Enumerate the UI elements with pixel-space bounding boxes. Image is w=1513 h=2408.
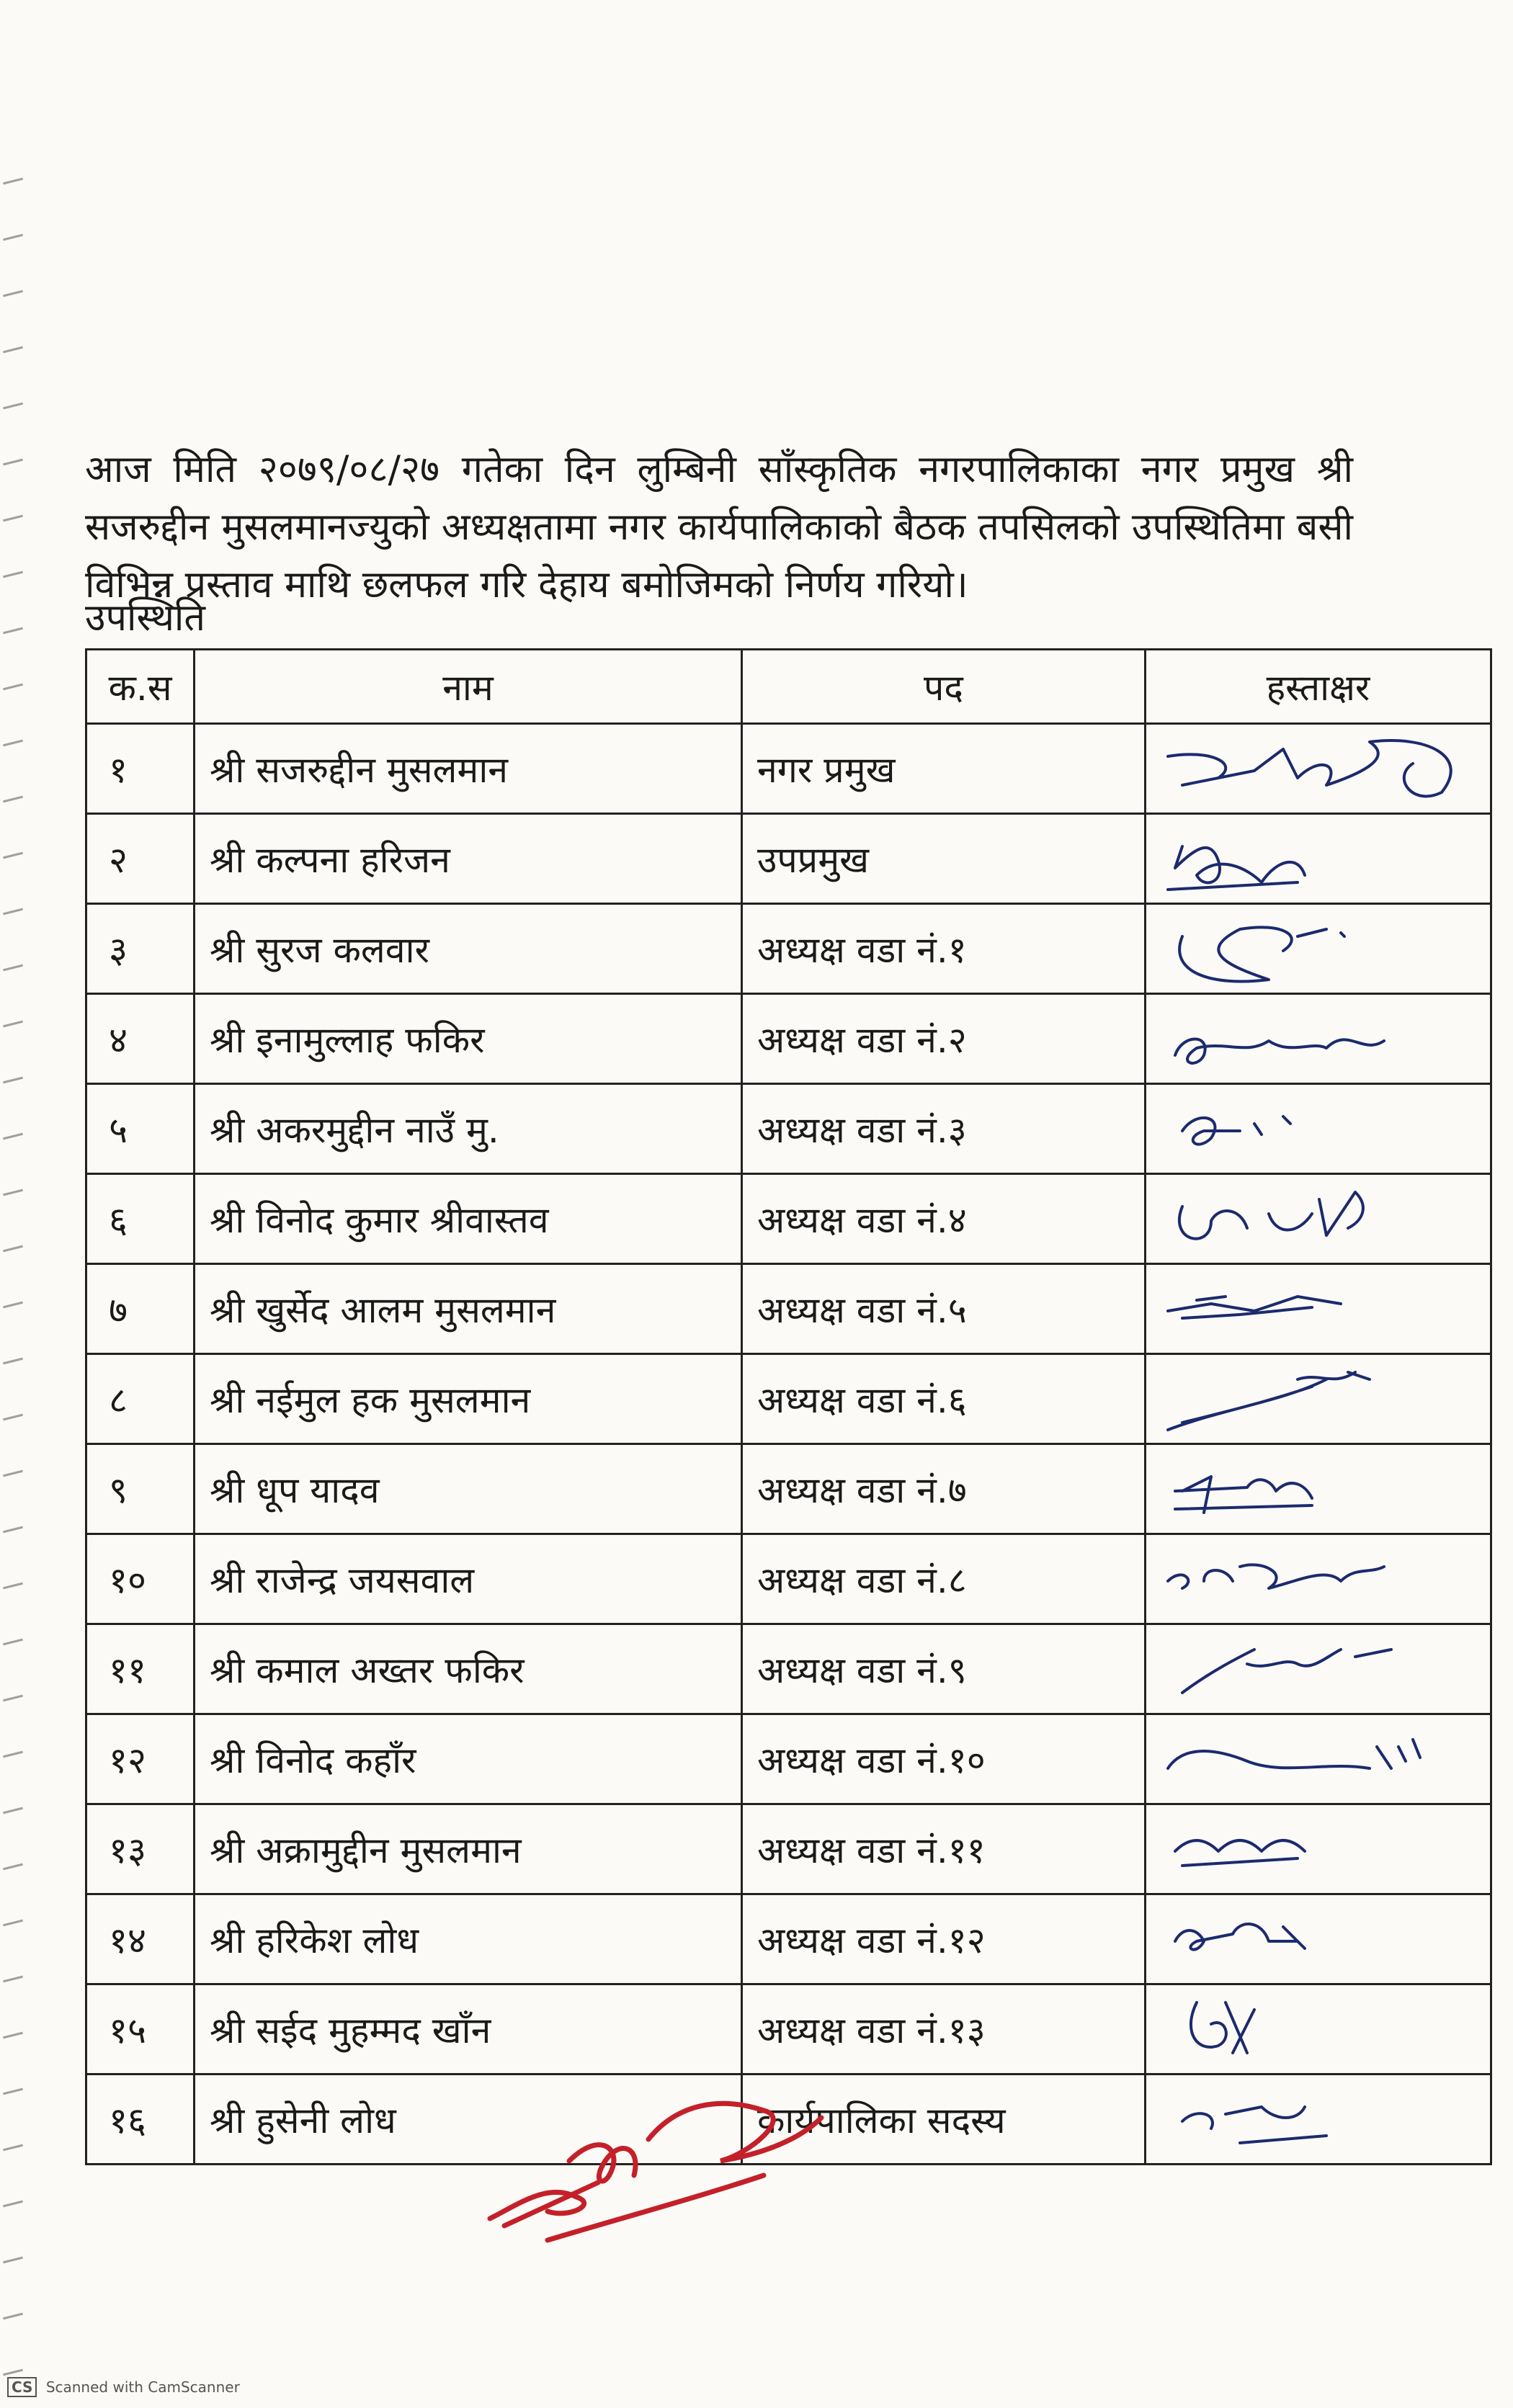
- row-post: अध्यक्ष वडा नं.७: [742, 1444, 1146, 1534]
- handwritten-signature: [1153, 1178, 1485, 1260]
- edge-tick: [3, 515, 23, 522]
- edge-tick: [3, 1470, 23, 1477]
- edge-tick: [3, 1077, 23, 1084]
- row-name: श्री राजेन्द्र जयसवाल: [195, 1534, 742, 1624]
- row-name: श्री खुर्सेद आलम मुसलमान: [195, 1264, 742, 1354]
- edge-tick: [3, 1302, 23, 1309]
- edge-tick: [3, 234, 23, 241]
- row-post: कार्यपालिका सदस्य: [742, 2074, 1146, 2165]
- table-row: [86, 1984, 1491, 2074]
- row-name: श्री सुरज कलवार: [195, 904, 742, 994]
- edge-tick: [3, 1358, 23, 1365]
- camscanner-logo: CS: [7, 2377, 37, 2397]
- edge-tick: [3, 1976, 23, 1983]
- row-name: श्री धूप यादव: [195, 1444, 742, 1534]
- edge-tick: [3, 627, 23, 635]
- row-name: श्री सजरुद्दीन मुसलमान: [195, 724, 742, 814]
- edge-tick: [3, 1639, 23, 1646]
- row-signature: [1146, 1714, 1491, 1804]
- row-name: श्री अक्रामुद्दीन मुसलमान: [195, 1804, 742, 1894]
- signature-stroke: [1168, 1372, 1370, 1430]
- handwritten-signature: [1153, 728, 1485, 810]
- signature-stroke: [1182, 2107, 1326, 2143]
- row-serial: १३: [86, 1804, 195, 1894]
- edge-tick: [3, 684, 23, 691]
- row-serial: १: [86, 724, 195, 814]
- handwritten-signature: [1153, 1628, 1485, 1710]
- row-post: अध्यक्ष वडा नं.११: [742, 1804, 1146, 1894]
- signature-stroke: [1175, 1840, 1305, 1866]
- edge-tick: [3, 852, 23, 859]
- row-signature: [1146, 1084, 1491, 1174]
- table-row: [86, 1354, 1491, 1444]
- row-post: अध्यक्ष वडा नं.३: [742, 1084, 1146, 1174]
- table-row: [86, 814, 1491, 904]
- header-serial: क.स: [86, 650, 195, 724]
- header-post: पद: [742, 650, 1146, 724]
- row-signature: [1146, 904, 1491, 994]
- scanner-footer-text: Scanned with CamScanner: [45, 2378, 240, 2396]
- intro-paragraph: आज मिति २०७९/०८/२७ गतेका दिन लुम्बिनी साँस्कृतिक नगरपालिकाका नगर प्रमुख श्री सजरुद्दीन मुसलमानज्युको अध्यक्षतामा नगर कार्यपालिकाको बैठक तपसिलको उपस्थितिमा बसी विभिन्न प्रस्ताव माथि छलफल गरि देहाय बमोजिमको निर्णय गरियो।: [85, 448, 1353, 607]
- row-post: नगर प्रमुख: [742, 724, 1146, 814]
- edge-tick: [3, 2144, 23, 2152]
- row-post: अध्यक्ष वडा नं.१०: [742, 1714, 1146, 1804]
- row-post: अध्यक्ष वडा नं.१३: [742, 1984, 1146, 2074]
- row-post: अध्यक्ष वडा नं.४: [742, 1174, 1146, 1264]
- table-row: [86, 1624, 1491, 1714]
- header-signature: हस्ताक्षर: [1146, 650, 1491, 724]
- handwritten-signature: [1153, 1718, 1485, 1800]
- row-name: श्री विनोद कुमार श्रीवास्तव: [195, 1174, 742, 1264]
- row-name: श्री कमाल अख्तर फकिर: [195, 1624, 742, 1714]
- handwritten-signature: [1153, 998, 1485, 1080]
- row-serial: ४: [86, 994, 195, 1084]
- table-row: [86, 724, 1491, 814]
- row-serial: १५: [86, 1984, 195, 2074]
- edge-tick: [3, 2313, 23, 2320]
- row-signature: [1146, 1264, 1491, 1354]
- row-name: श्री सईद मुहम्मद खाँन: [195, 1984, 742, 2074]
- table-row: [86, 1264, 1491, 1354]
- signature-stroke: [1182, 1116, 1290, 1145]
- table-row: [86, 1804, 1491, 1894]
- edge-tick: [3, 1414, 23, 1421]
- row-post: अध्यक्ष वडा नं.९: [742, 1624, 1146, 1714]
- row-serial: १२: [86, 1714, 195, 1804]
- handwritten-signature: [1153, 1898, 1485, 1980]
- edge-tick: [3, 1807, 23, 1814]
- edge-tick: [3, 178, 23, 185]
- row-name: श्री हुसेनी लोध: [195, 2074, 742, 2165]
- row-signature: [1146, 1624, 1491, 1714]
- edge-tick: [3, 1189, 23, 1196]
- edge-tick: [3, 1526, 23, 1534]
- edge-tick: [3, 1583, 23, 1590]
- handwritten-signature: [1153, 1088, 1485, 1170]
- row-signature: [1146, 2074, 1491, 2165]
- edge-tick: [3, 1021, 23, 1028]
- row-serial: १६: [86, 2074, 195, 2165]
- edge-tick: [3, 796, 23, 803]
- row-signature: [1146, 1894, 1491, 1984]
- handwritten-signature: [1153, 908, 1485, 990]
- edge-tick: [3, 740, 23, 747]
- row-serial: १०: [86, 1534, 195, 1624]
- signature-stroke: [1179, 927, 1344, 981]
- signature-stroke: [1168, 846, 1305, 890]
- row-signature: [1146, 1534, 1491, 1624]
- row-signature: [1146, 1444, 1491, 1534]
- edge-tick: [3, 964, 23, 972]
- row-signature: [1146, 1984, 1491, 2074]
- signature-stroke: [1175, 1924, 1305, 1949]
- handwritten-signature: [1153, 1538, 1485, 1620]
- table-row: [86, 1084, 1491, 1174]
- row-serial: ९: [86, 1444, 195, 1534]
- edge-tick: [3, 571, 23, 578]
- row-post: अध्यक्ष वडा नं.६: [742, 1354, 1146, 1444]
- signature-stroke: [1168, 1740, 1420, 1768]
- table-row: [86, 1534, 1491, 1624]
- row-post: अध्यक्ष वडा नं.८: [742, 1534, 1146, 1624]
- table-row: [86, 1714, 1491, 1804]
- row-serial: २: [86, 814, 195, 904]
- handwritten-signature: [1153, 2078, 1485, 2160]
- signature-stroke: [1168, 1565, 1384, 1588]
- signature-stroke: [1175, 1477, 1312, 1513]
- scanner-footer: [7, 2377, 240, 2397]
- table-row: [86, 904, 1491, 994]
- row-signature: [1146, 1354, 1491, 1444]
- row-post: अध्यक्ष वडा नं.५: [742, 1264, 1146, 1354]
- edge-tick: [3, 2088, 23, 2095]
- row-serial: ७: [86, 1264, 195, 1354]
- row-signature: [1146, 1174, 1491, 1264]
- header-name: नाम: [195, 650, 742, 724]
- row-serial: ५: [86, 1084, 195, 1174]
- edge-tick: [3, 2369, 23, 2376]
- signature-stroke: [1168, 1297, 1341, 1318]
- red-stamp-signature: [461, 2074, 836, 2247]
- handwritten-signature: [1153, 1448, 1485, 1530]
- row-serial: ११: [86, 1624, 195, 1714]
- edge-tick: [3, 1133, 23, 1140]
- row-post: अध्यक्ष वडा नं.१: [742, 904, 1146, 994]
- edge-tick: [3, 403, 23, 410]
- edge-tick: [3, 1863, 23, 1871]
- edge-tick: [3, 2257, 23, 2264]
- signature-stroke: [1179, 1192, 1363, 1239]
- row-name: श्री अकरमुद्दीन नाउँ मु.: [195, 1084, 742, 1174]
- edge-tick: [3, 346, 23, 354]
- row-signature: [1146, 814, 1491, 904]
- row-serial: ८: [86, 1354, 195, 1444]
- row-post: अध्यक्ष वडा नं.२: [742, 994, 1146, 1084]
- row-name: श्री इनामुल्लाह फकिर: [195, 994, 742, 1084]
- edge-tick: [3, 2032, 23, 2039]
- handwritten-signature: [1153, 818, 1485, 900]
- handwritten-signature: [1153, 1808, 1485, 1890]
- edge-tick: [3, 2201, 23, 2208]
- row-name: श्री कल्पना हरिजन: [195, 814, 742, 904]
- table-row: [86, 1174, 1491, 1264]
- table-row: [86, 1444, 1491, 1534]
- edge-tick: [3, 1245, 23, 1253]
- binder-edge: [0, 0, 29, 2408]
- attendance-table: [85, 648, 1492, 2165]
- table-row: [86, 1894, 1491, 1984]
- handwritten-signature: [1153, 1358, 1485, 1440]
- row-name: श्री विनोद कहाँर: [195, 1714, 742, 1804]
- edge-tick: [3, 459, 23, 466]
- row-name: श्री हरिकेश लोध: [195, 1894, 742, 1984]
- edge-tick: [3, 1695, 23, 1702]
- handwritten-signature: [1153, 1988, 1485, 2070]
- row-serial: ६: [86, 1174, 195, 1264]
- table-header-row: [86, 650, 1491, 724]
- row-serial: ३: [86, 904, 195, 994]
- signature-stroke: [1168, 740, 1451, 796]
- row-post: अध्यक्ष वडा नं.१२: [742, 1894, 1146, 1984]
- signature-stroke: [1191, 2002, 1254, 2053]
- edge-tick: [3, 290, 23, 297]
- row-post: उपप्रमुख: [742, 814, 1146, 904]
- row-serial: १४: [86, 1894, 195, 1984]
- signature-stroke: [1175, 1039, 1384, 1063]
- row-name: श्री नईमुल हक मुसलमान: [195, 1354, 742, 1444]
- table-row: [86, 994, 1491, 1084]
- row-signature: [1146, 1804, 1491, 1894]
- edge-tick: [3, 1751, 23, 1758]
- attendance-label: उपस्थिति: [85, 596, 206, 640]
- row-signature: [1146, 724, 1491, 814]
- signature-stroke: [1182, 1650, 1391, 1693]
- handwritten-signature: [1153, 1268, 1485, 1350]
- edge-tick: [3, 908, 23, 916]
- edge-tick: [3, 1920, 23, 1927]
- row-signature: [1146, 994, 1491, 1084]
